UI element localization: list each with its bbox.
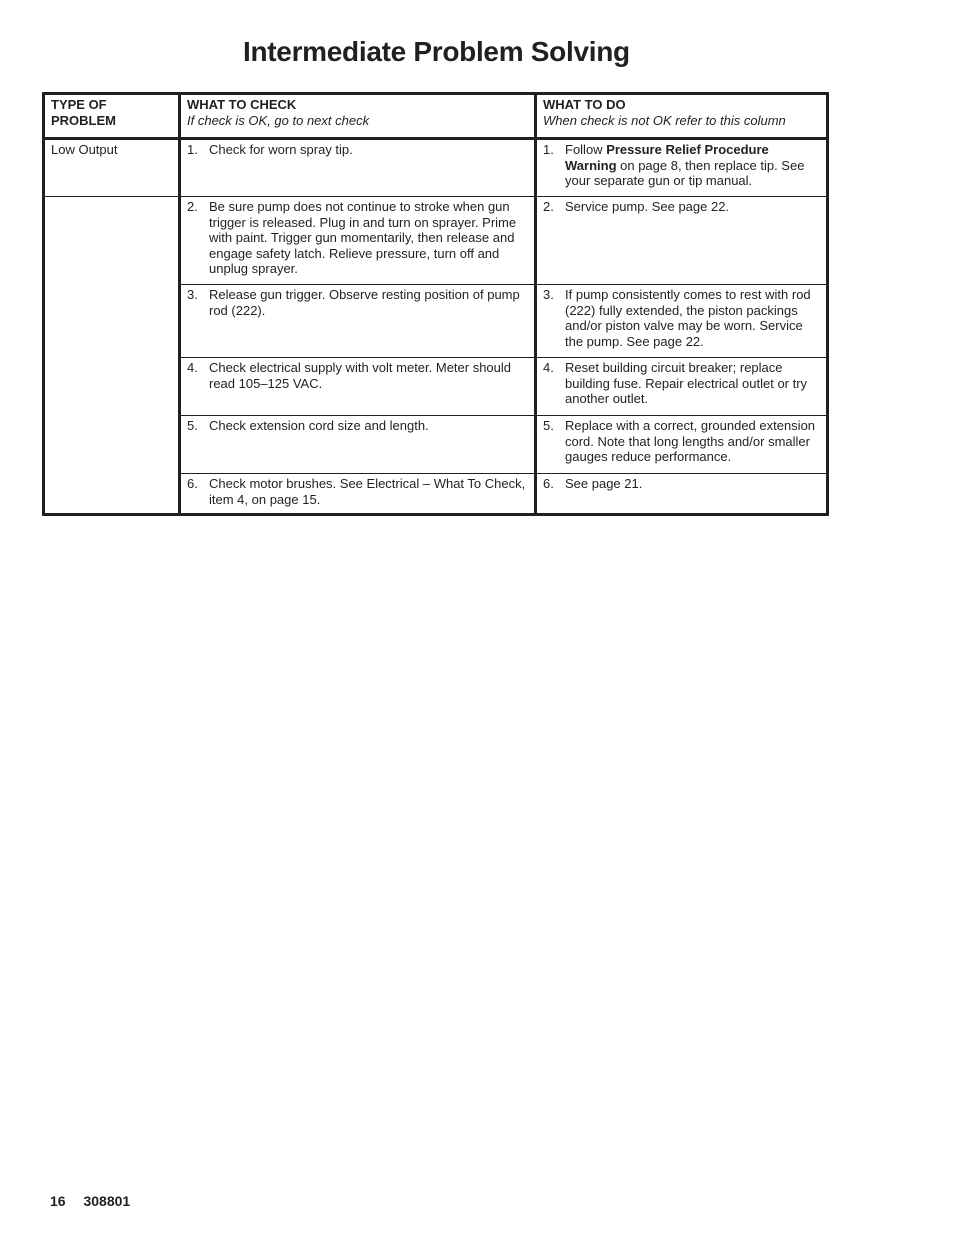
pressure-relief-warning-ref: Pressure Relief Procedure Warning [565,142,769,173]
item-number: 6. [543,476,554,491]
header-check-sublabel: If check is OK, go to next check [187,112,370,128]
page-title: Intermediate Problem Solving [243,36,630,67]
header-type-of-problem [44,94,180,139]
check-cell [180,197,536,285]
table-row [44,416,828,474]
header-do-label: WHAT TO DO [543,97,626,112]
check-text: Check motor brushes. See Electrical – What To Check, item 4, on page 15. [209,476,526,507]
action-text: Replace with a correct, grounded extension cord. Note that long lengths and/or smaller gauges reduce performance. [565,418,816,464]
header-type-label: TYPE OF PROBLEM [51,97,116,128]
problem-type-cell-empty [44,197,180,285]
check-cell [180,358,536,416]
check-text: Check electrical supply with volt meter. Meter should read 105–125 VAC. [209,360,512,391]
item-number: 1. [187,142,198,157]
check-cell [180,416,536,474]
check-text: Be sure pump does not continue to stroke when gun trigger is released. Plug in and turn on sprayer. Prime with paint. Trigger gun momentarily, then release and engage safety latch. Relieve pressure, turn off and unplug sprayer. [209,199,517,276]
action-cell [536,474,828,515]
action-text-suffix: on page 8, then replace tip. See your separate gun or tip manual. [565,157,805,188]
table-row [44,197,828,285]
item-number: 2. [187,199,198,214]
header-what-to-check [180,94,536,139]
check-cell [180,474,536,515]
document-number: 308801 [83,1193,131,1209]
check-cell [180,139,536,197]
item-number: 4. [187,360,198,375]
problem-solving-table [42,92,829,516]
item-number: 1. [543,142,554,157]
page-footer [50,1193,144,1209]
problem-type-cell-empty [44,474,180,515]
problem-type-cell [44,139,180,197]
header-do-sublabel: When check is not OK refer to this column [543,112,786,128]
action-cell [536,197,828,285]
item-number: 4. [543,360,554,375]
problem-type-cell-empty [44,416,180,474]
problem-type-cell-empty [44,285,180,358]
check-text: Release gun trigger. Observe resting position of pump rod (222). [209,287,520,318]
check-cell [180,285,536,358]
problem-type-cell-empty [44,358,180,416]
check-text: Check extension cord size and length. [209,418,429,433]
action-cell [536,358,828,416]
action-cell [536,139,828,197]
table-row [44,474,828,515]
table-row [44,358,828,416]
action-cell [536,285,828,358]
item-number: 5. [187,418,198,433]
item-number: 5. [543,418,554,433]
header-what-to-do [536,94,828,139]
table-row [44,285,828,358]
item-number: 3. [543,287,554,302]
action-text: Service pump. See page 22. [565,199,730,214]
header-check-label: WHAT TO CHECK [187,97,297,112]
action-text: If pump consistently comes to rest with rod (222) fully extended, the piston packings and/or piston valve may be worn. Service the pump. See page 22. [565,287,811,349]
item-number: 6. [187,476,198,491]
item-number: 2. [543,199,554,214]
action-text-prefix: Follow [565,142,607,157]
action-cell [536,416,828,474]
item-number: 3. [187,287,198,302]
page-number: 16 [50,1193,66,1209]
problem-type-label: Low Output [51,142,118,157]
table-header-row [44,94,828,139]
check-text: Check for worn spray tip. [209,142,353,157]
action-text: Reset building circuit breaker; replace building fuse. Repair electrical outlet or try another outlet. [565,360,808,406]
action-text [565,142,820,189]
table-row [44,139,828,197]
action-text: See page 21. [565,476,643,491]
